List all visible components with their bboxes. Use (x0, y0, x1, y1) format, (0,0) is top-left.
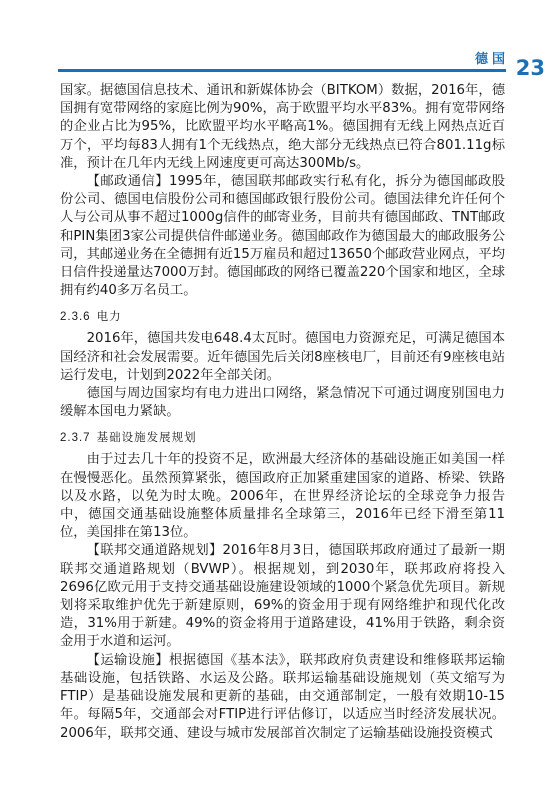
section-heading-infrastructure (60, 429, 505, 445)
section-heading-power (60, 308, 505, 324)
section-title: 电力 (96, 309, 122, 324)
paragraph: 【联邦交通道路规划】2016年8月3日，德国联邦政府通过了最新一期联邦交通道路规划（BVWP）。根据规划，到2030年，联邦政府将投入2696亿欧元用于支持交通基础设施建设领域的1000个紧急优先项目。新规划将采取维护优先于新建原则，69%的资金用于现有网络维护和现代化改造，31%用于新建。49%的资金将用于道路建设，41%用于铁路，剩余资金用于水道和运河。 (60, 543, 505, 650)
page-header (0, 0, 559, 80)
section-number: 2.3.6 (60, 311, 91, 324)
section-number: 2.3.7 (60, 432, 91, 445)
paragraph-continued: 国家。据德国信息技术、通讯和新媒体协会（BITKOM）数据，2016年，德国拥有宽带网络的家庭比例为90%，高于欧盟平均水平83%。拥有宽带网络的企业占比为95%，比欧盟平均水平略高1%。德国拥有无线上网热点近百万个，平均每83人拥有1个无线热点，绝大部分无线热点已符合801.11g标准，预计在几年内无线上网速度更可高达300Mb/s。 (60, 83, 505, 171)
paragraph: 德国与周边国家均有电力进出口网络，紧急情况下可通过调度别国电力缓解本国电力紧缺。 (60, 386, 505, 420)
paragraph: 2016年，德国共发电648.4太瓦时。德国电力资源充足，可满足德国本国经济和社会发展需要。近年德国先后关闭8座核电厂，目前还有9座核电站运行发电，计划到2022年全部关闭。 (60, 331, 505, 383)
page-number: 23 (515, 56, 545, 80)
page-body (60, 82, 505, 743)
paragraph: 【运输设施】根据德国《基本法》，联邦政府负责建设和维修联邦运输基础设施，包括铁路、水运及公路。联邦运输基础设施规划（英文缩写为FTIP）是基础设施发展和更新的基础，由交通部制定，一般有效期10-15年。每隔5年，交通部会对FTIP进行评估修订，以适应当时经济发展状况。2006年，联邦交通、建设与城市发展部首次制定了运输基础设施投资模式 (60, 652, 505, 741)
section-title: 基础设施发展规划 (96, 430, 197, 445)
running-header-country: 德国 (474, 52, 509, 67)
header-rule (58, 69, 506, 72)
paragraph: 由于过去几十年的投资不足，欧洲最大经济体的基础设施正如美国一样在慢慢恶化。虽然预算紧张，德国政府正加紧重建国家的道路、桥梁、铁路以及水路，以免为时太晚。2006年，在世界经济论坛的全球竞争力报告中，德国交通基础设施整体质量排名全球第三，2016年已经下滑至第11位，美国排在第13位。 (60, 452, 505, 541)
paragraph-postal: 【邮政通信】1995年，德国联邦邮政实行私有化，拆分为德国邮政股份公司、德国电信股份公司和德国邮政银行股份公司。德国法律允许任何个人与公司从事不超过1000g信件的邮寄业务，目前共有德国邮政、TNT邮政和PIN集团3家公司提供信件邮递业务。德国邮政作为德国最大的邮政服务公司，其邮递业务在全德拥有近15万雇员和超过13650个邮政营业网点，平均日信件投递量达7000万封。德国邮政的网络已覆盖220个国家和地区，全球拥有约40多万名员工。 (60, 174, 505, 299)
